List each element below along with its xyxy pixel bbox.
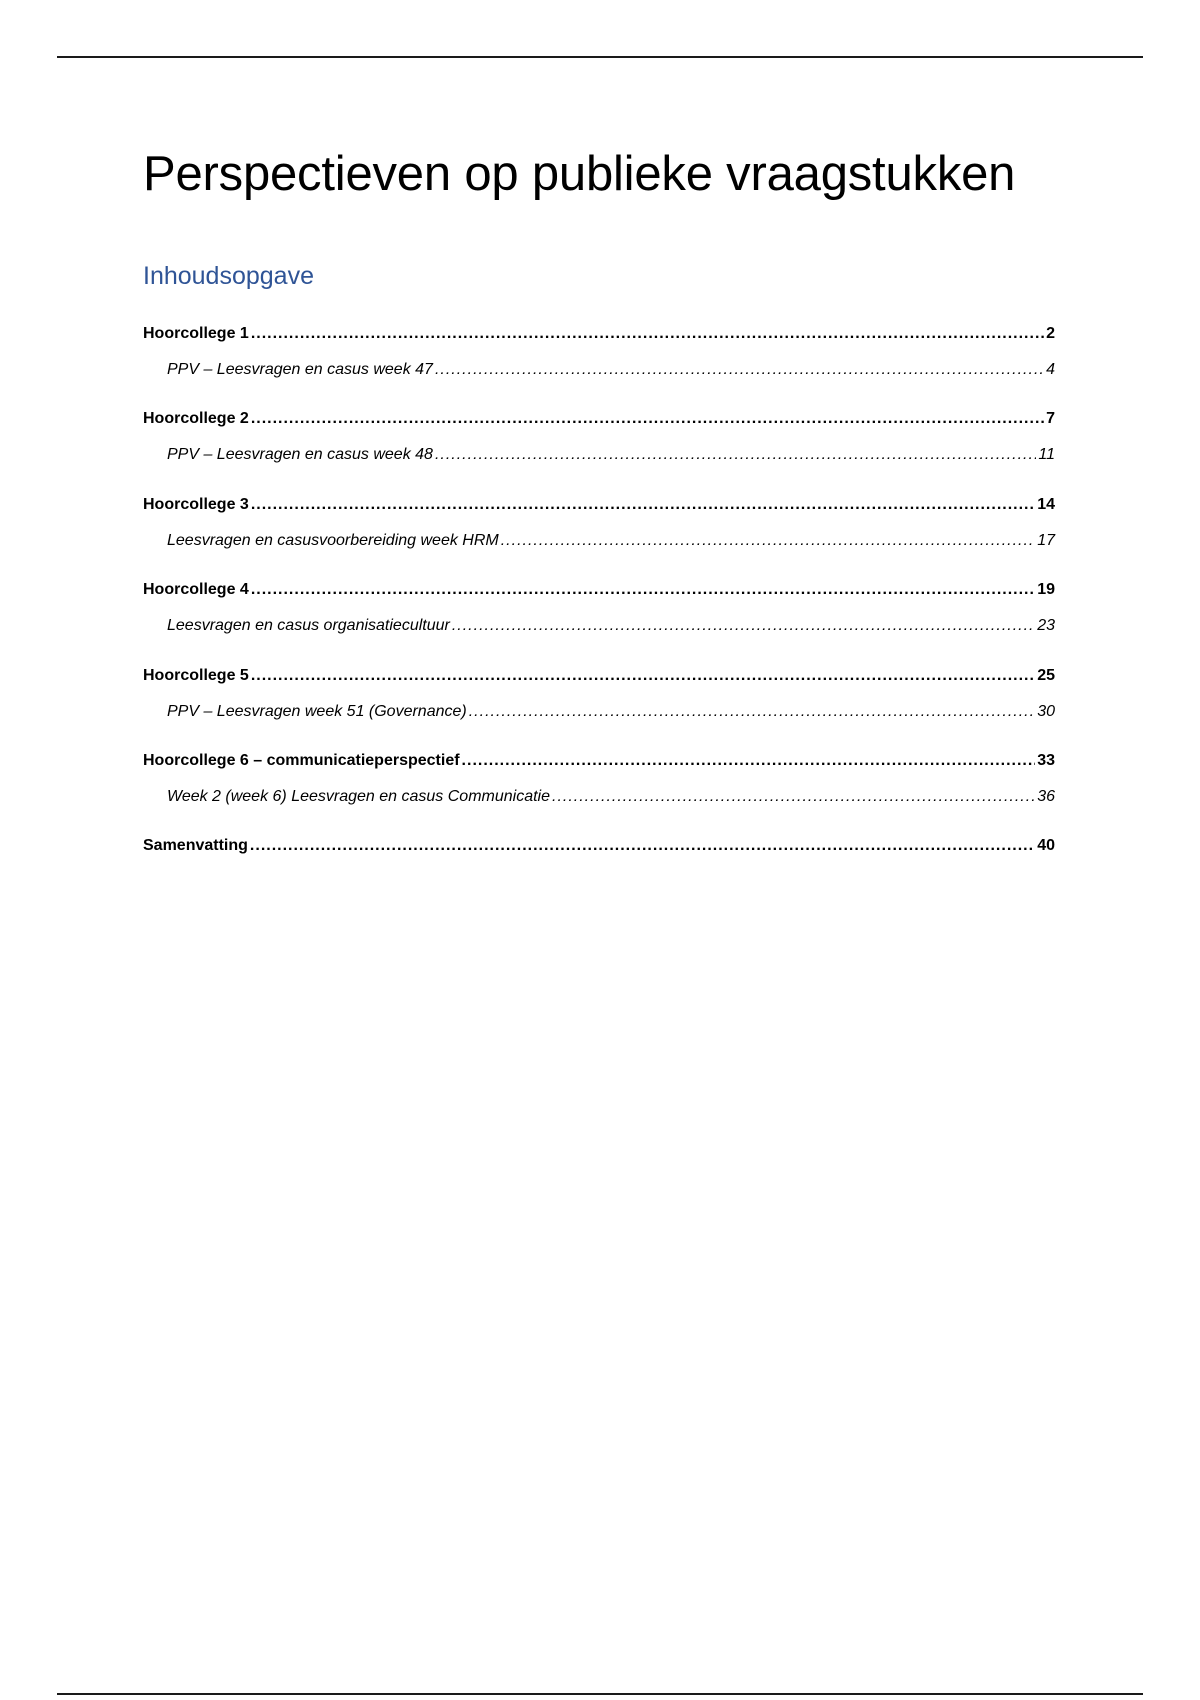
- toc-dot-leader: [552, 785, 1035, 809]
- toc-entry-hoorcollege-6[interactable]: [143, 749, 1055, 773]
- toc-entry-samenvatting[interactable]: [143, 834, 1055, 858]
- toc-entry-hoorcollege-2[interactable]: [143, 407, 1055, 431]
- toc-entry-page: 17: [1037, 532, 1055, 549]
- toc-entry-page: 33: [1037, 752, 1055, 769]
- toc-entry-label: PPV – Leesvragen en casus week 47: [167, 361, 433, 378]
- toc-dot-leader: [251, 407, 1044, 431]
- toc-dot-leader: [462, 749, 1036, 773]
- toc-entry-label: Week 2 (week 6) Leesvragen en casus Communicatie: [167, 788, 550, 805]
- toc-entry-hoorcollege-1[interactable]: [143, 322, 1055, 346]
- toc-entry-label: Hoorcollege 6 – communicatieperspectief: [143, 752, 460, 769]
- toc-entry-ppv-week-51[interactable]: [167, 700, 1055, 724]
- toc-entry-leesvragen-hrm[interactable]: [167, 529, 1055, 553]
- toc-dot-leader: [251, 322, 1044, 346]
- toc-entry-page: 2: [1046, 325, 1055, 342]
- toc-dot-leader: [251, 664, 1035, 688]
- toc-dot-leader: [469, 700, 1035, 724]
- toc-entry-label: Samenvatting: [143, 837, 248, 854]
- toc-dot-leader: [250, 834, 1035, 858]
- toc-entry-page: 25: [1037, 667, 1055, 684]
- toc-dot-leader: [251, 578, 1035, 602]
- toc-entry-label: Hoorcollege 2: [143, 410, 249, 427]
- footer-rule: [57, 1693, 1143, 1695]
- toc-dot-leader: [435, 358, 1044, 382]
- toc-entry-page: 30: [1037, 703, 1055, 720]
- toc-entry-page: 23: [1037, 617, 1055, 634]
- toc-entry-label: Hoorcollege 5: [143, 667, 249, 684]
- toc-entry-week-2-communicatie[interactable]: [167, 785, 1055, 809]
- toc-entry-page: 11: [1038, 446, 1055, 463]
- toc-entry-hoorcollege-3[interactable]: [143, 493, 1055, 517]
- toc-entry-ppv-week-48[interactable]: [167, 443, 1055, 467]
- toc-entry-label: PPV – Leesvragen en casus week 48: [167, 446, 433, 463]
- toc-entry-page: 14: [1037, 496, 1055, 513]
- toc-heading: Inhoudsopgave: [143, 262, 314, 290]
- toc-entry-page: 7: [1046, 410, 1055, 427]
- toc-entry-page: 40: [1037, 837, 1055, 854]
- toc-entry-label: Leesvragen en casus organisatiecultuur: [167, 617, 450, 634]
- toc-dot-leader: [251, 493, 1035, 517]
- toc-dot-leader: [452, 614, 1035, 638]
- toc-dot-leader: [501, 529, 1035, 553]
- toc-entry-label: Leesvragen en casusvoorbereiding week HRM: [167, 532, 499, 549]
- document-title: Perspectieven op publieke vraagstukken: [143, 147, 1016, 201]
- toc-entry-ppv-week-47[interactable]: [167, 358, 1055, 382]
- toc-entry-label: PPV – Leesvragen week 51 (Governance): [167, 703, 467, 720]
- toc-entry-label: Hoorcollege 3: [143, 496, 249, 513]
- toc-entry-label: Hoorcollege 1: [143, 325, 249, 342]
- toc-entry-hoorcollege-5[interactable]: [143, 664, 1055, 688]
- toc-dot-leader: [435, 443, 1036, 467]
- header-rule: [57, 56, 1143, 58]
- toc-entry-page: 4: [1046, 361, 1055, 378]
- toc-entry-organisatiecultuur[interactable]: [167, 614, 1055, 638]
- toc-entry-hoorcollege-4[interactable]: [143, 578, 1055, 602]
- toc-entry-label: Hoorcollege 4: [143, 581, 249, 598]
- toc-entry-page: 19: [1037, 581, 1055, 598]
- toc-entry-page: 36: [1037, 788, 1055, 805]
